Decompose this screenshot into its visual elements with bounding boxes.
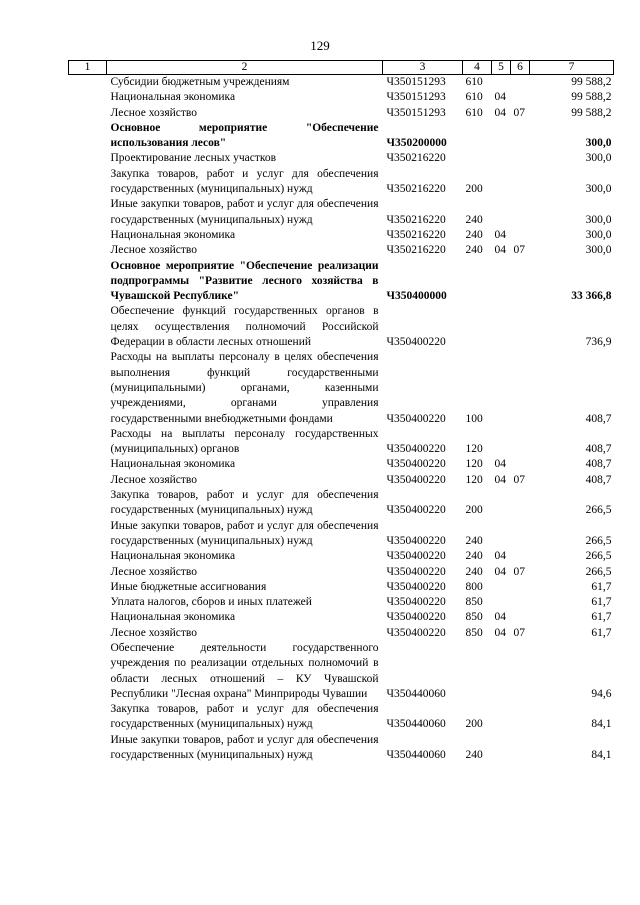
expense-name: Национальная экономика <box>110 228 236 241</box>
table-row <box>69 106 614 121</box>
table-row <box>69 75 614 91</box>
section-code: 04 <box>494 458 506 471</box>
amount: 408,7 <box>585 412 612 425</box>
target-article-code: Ч350440060 <box>386 718 446 731</box>
table-row <box>69 350 614 426</box>
expense-type-code: 100 <box>465 412 483 425</box>
expense-type-code: 120 <box>465 443 483 456</box>
target-article-code: Ч350400220 <box>386 443 446 456</box>
column-header-3: 3 <box>383 61 463 75</box>
amount: 99 588,2 <box>571 106 612 119</box>
column-header-5: 5 <box>492 61 511 75</box>
amount: 408,7 <box>585 473 612 486</box>
target-article-code: Ч350151293 <box>386 106 446 119</box>
subsection-code: 07 <box>513 626 525 639</box>
table-row <box>69 519 614 550</box>
table-row <box>69 167 614 198</box>
subsection-code: 07 <box>513 244 525 257</box>
table-row <box>69 228 614 243</box>
expense-type-code: 240 <box>465 749 483 762</box>
expense-type-code: 850 <box>465 596 483 609</box>
expense-name: Иные закупки товаров, работ и услуг для обеспечения государственных (муниципальных) нужд <box>110 198 379 226</box>
table-cell-col1 <box>69 580 107 595</box>
section-code: 04 <box>494 565 506 578</box>
table-cell-col1 <box>69 151 107 166</box>
section-code <box>492 304 511 350</box>
expense-name: Национальная экономика <box>110 91 236 104</box>
table-cell-col1 <box>69 304 107 350</box>
amount: 266,5 <box>585 550 612 563</box>
subsection-code <box>511 350 530 426</box>
subsection-code <box>511 75 530 91</box>
subsection-code <box>511 228 530 243</box>
subsection-code <box>511 167 530 198</box>
table-row <box>69 626 614 641</box>
expense-type-code: 610 <box>465 76 483 88</box>
column-header-7: 7 <box>530 61 614 75</box>
target-article-code: Ч350216220 <box>386 244 446 257</box>
table-cell-col1 <box>69 75 107 91</box>
table-row <box>69 151 614 166</box>
section-code <box>492 580 511 595</box>
amount: 266,5 <box>585 565 612 578</box>
target-article-code: Ч350151293 <box>386 91 446 104</box>
table-row <box>69 488 614 519</box>
table-cell-col1 <box>69 565 107 580</box>
page-number: 129 <box>310 38 330 53</box>
target-article-code: Ч350400220 <box>386 473 446 486</box>
table-cell-col1 <box>69 457 107 472</box>
amount: 736,9 <box>585 336 612 349</box>
section-code: 04 <box>494 473 506 486</box>
expense-type-code: 240 <box>465 228 483 241</box>
table-cell-col1 <box>69 610 107 625</box>
expense-type-code <box>463 259 492 305</box>
table-cell-col1 <box>69 259 107 305</box>
section-code <box>492 121 511 152</box>
expense-type-code <box>463 151 492 166</box>
table-cell-col1 <box>69 702 107 733</box>
section-code <box>492 702 511 733</box>
table-cell-col1 <box>69 350 107 426</box>
table-row <box>69 243 614 258</box>
target-article-code: Ч350400220 <box>386 412 446 425</box>
section-code: 04 <box>494 550 506 563</box>
expense-name: Основное мероприятие "Обеспечение использования лесов" <box>110 121 379 150</box>
expense-name: Лесное хозяйство <box>110 626 198 639</box>
expense-type-code: 240 <box>465 534 483 547</box>
section-code: 04 <box>494 228 506 241</box>
subsection-code <box>511 427 530 458</box>
subsection-code <box>511 304 530 350</box>
amount: 408,7 <box>585 458 612 471</box>
table-row <box>69 565 614 580</box>
table-cell-col1 <box>69 473 107 488</box>
table-cell-col1 <box>69 519 107 550</box>
expense-name: Расходы на выплаты персоналу государственных (муниципальных) органов <box>110 427 379 456</box>
column-header-4: 4 <box>463 61 492 75</box>
table-cell-col1 <box>69 626 107 641</box>
subsection-code <box>511 197 530 228</box>
subsection-code <box>511 610 530 625</box>
table-row <box>69 304 614 350</box>
expense-name: Иные закупки товаров, работ и услуг для обеспечения государственных (муниципальных) нужд <box>110 733 379 762</box>
table-cell-col1 <box>69 90 107 105</box>
section-code <box>492 197 511 228</box>
expense-name: Закупка товаров, работ и услуг для обеспечения государственных (муниципальных) нужд <box>110 167 379 196</box>
table-body <box>69 75 614 764</box>
expense-name: Проектирование лесных участков <box>110 152 277 165</box>
table-header-row <box>69 61 614 75</box>
subsection-code <box>511 641 530 702</box>
amount: 84,1 <box>591 718 612 731</box>
table-cell-col1 <box>69 549 107 564</box>
target-article-code: Ч350440060 <box>386 749 446 762</box>
section-code <box>492 350 511 426</box>
subsection-code <box>511 259 530 305</box>
amount: 300,0 <box>585 183 612 196</box>
expense-type-code <box>463 121 492 152</box>
expense-name: Лесное хозяйство <box>110 565 198 578</box>
subsection-code <box>511 733 530 764</box>
expense-type-code: 240 <box>465 244 483 257</box>
expense-type-code <box>463 641 492 702</box>
table-cell-col1 <box>69 595 107 610</box>
expense-name: Закупка товаров, работ и услуг для обеспечения государственных (муниципальных) нужд <box>110 703 379 731</box>
subsection-code: 07 <box>513 473 525 486</box>
target-article-code: Ч350400220 <box>386 611 446 624</box>
table-row <box>69 259 614 305</box>
expense-name: Иные закупки товаров, работ и услуг для обеспечения государственных (муниципальных) нужд <box>110 519 379 547</box>
amount: 61,7 <box>591 596 612 609</box>
table-cell-col1 <box>69 733 107 764</box>
expense-type-code: 200 <box>465 504 483 517</box>
expense-name: Лесное хозяйство <box>110 244 198 257</box>
target-article-code: Ч350400220 <box>386 565 446 578</box>
expense-name: Иные бюджетные ассигнования <box>110 580 267 593</box>
table-row <box>69 702 614 733</box>
table-row <box>69 549 614 564</box>
section-code <box>492 259 511 305</box>
amount: 300,0 <box>585 137 612 150</box>
section-code: 04 <box>494 106 506 119</box>
section-code <box>492 488 511 519</box>
section-code: 04 <box>494 91 506 104</box>
subsection-code <box>511 580 530 595</box>
target-article-code: Ч350151293 <box>386 76 446 88</box>
subsection-code <box>511 595 530 610</box>
expense-name: Национальная экономика <box>110 550 236 563</box>
expense-type-code: 120 <box>465 458 483 471</box>
expense-name: Закупка товаров, работ и услуг для обеспечения государственных (муниципальных) нужд <box>110 489 379 517</box>
expense-type-code: 800 <box>465 580 483 593</box>
expense-name: Национальная экономика <box>110 458 236 471</box>
expense-type-code: 240 <box>465 550 483 563</box>
expense-name: Расходы на выплаты персоналу в целях обеспечения выполнения функций государственными (муниципальными) органами, казенными учреждениями, органами управления государственными внебюджетными фондами <box>110 351 379 425</box>
target-article-code: Ч350400220 <box>386 596 446 609</box>
target-article-code: Ч350440060 <box>386 687 446 700</box>
table-cell-col1 <box>69 228 107 243</box>
table-cell-col1 <box>69 167 107 198</box>
amount: 33 366,8 <box>571 290 612 303</box>
subsection-code <box>511 151 530 166</box>
expense-type-code: 610 <box>465 91 483 104</box>
table-row <box>69 733 614 764</box>
target-article-code: Ч350400220 <box>386 580 446 593</box>
amount: 408,7 <box>585 443 612 456</box>
target-article-code: Ч350200000 <box>386 137 447 150</box>
expense-name: Национальная экономика <box>110 611 236 624</box>
amount: 99 588,2 <box>571 91 612 104</box>
expense-type-code: 850 <box>465 626 483 639</box>
table-row <box>69 473 614 488</box>
expense-name: Лесное хозяйство <box>110 106 198 119</box>
target-article-code: Ч350216220 <box>386 183 446 196</box>
target-article-code: Ч350400220 <box>386 458 446 471</box>
table-cell-col1 <box>69 488 107 519</box>
table-cell-col1 <box>69 106 107 121</box>
target-article-code: Ч350400220 <box>386 534 446 547</box>
table-cell-col1 <box>69 121 107 152</box>
amount: 300,0 <box>585 152 612 165</box>
expense-type-code: 240 <box>465 565 483 578</box>
target-article-code: Ч350400220 <box>386 504 446 517</box>
expense-type-code: 240 <box>465 213 483 226</box>
table-row <box>69 197 614 228</box>
table-row <box>69 610 614 625</box>
expense-name: Лесное хозяйство <box>110 473 198 486</box>
amount: 61,7 <box>591 611 612 624</box>
amount: 61,7 <box>591 626 612 639</box>
table-cell-col1 <box>69 243 107 258</box>
expense-type-code: 610 <box>465 106 483 119</box>
expense-type-code: 120 <box>465 473 483 486</box>
target-article-code: Ч350400220 <box>386 550 446 563</box>
amount: 266,5 <box>585 534 612 547</box>
expense-name: Обеспечение деятельности государственного учреждения по реализации отдельных полномочий в области лесных отношений – КУ Чувашской Республики "Лесная охрана" Минприроды Чувашии <box>110 641 379 700</box>
target-article-code: Ч350216220 <box>386 228 446 241</box>
subsection-code: 07 <box>513 106 525 119</box>
expense-type-code: 850 <box>465 611 483 624</box>
amount: 94,6 <box>591 687 612 700</box>
target-article-code: Ч350400220 <box>386 626 446 639</box>
column-header-1: 1 <box>69 61 107 75</box>
expense-type-code: 200 <box>465 183 483 196</box>
section-code <box>492 151 511 166</box>
table-cell-col1 <box>69 641 107 702</box>
expense-name: Субсидии бюджетным учреждениям <box>110 76 290 88</box>
table-row <box>69 121 614 152</box>
section-code <box>492 641 511 702</box>
target-article-code: Ч350400220 <box>386 336 446 349</box>
expense-type-code <box>463 304 492 350</box>
expense-name: Уплата налогов, сборов и иных платежей <box>110 596 312 609</box>
table-cell-col1 <box>69 427 107 458</box>
subsection-code <box>511 702 530 733</box>
expense-name: Обеспечение функций государственных органов в целях осуществления полномочий Российской Федерации в области лесных отношений <box>110 305 379 349</box>
subsection-code <box>511 488 530 519</box>
amount: 61,7 <box>591 580 612 593</box>
subsection-code <box>511 549 530 564</box>
section-code: 04 <box>494 611 506 624</box>
target-article-code: Ч350216220 <box>386 213 446 226</box>
table-row <box>69 427 614 458</box>
amount: 84,1 <box>591 749 612 762</box>
amount: 300,0 <box>585 228 612 241</box>
table-row <box>69 90 614 105</box>
section-code <box>492 75 511 91</box>
table-row <box>69 641 614 702</box>
amount: 300,0 <box>585 213 612 226</box>
table-row <box>69 580 614 595</box>
section-code: 04 <box>494 626 506 639</box>
section-code <box>492 427 511 458</box>
amount: 99 588,2 <box>571 76 612 88</box>
subsection-code <box>511 90 530 105</box>
column-header-2: 2 <box>107 61 383 75</box>
subsection-code <box>511 121 530 152</box>
amount: 266,5 <box>585 504 612 517</box>
section-code <box>492 733 511 764</box>
section-code <box>492 595 511 610</box>
table-row <box>69 457 614 472</box>
subsection-code: 07 <box>513 565 525 578</box>
column-header-6: 6 <box>511 61 530 75</box>
table-cell-col1 <box>69 197 107 228</box>
subsection-code <box>511 519 530 550</box>
section-code: 04 <box>494 244 506 257</box>
target-article-code: Ч350400000 <box>386 290 447 303</box>
budget-table <box>68 60 614 763</box>
section-code <box>492 167 511 198</box>
expense-type-code: 200 <box>465 718 483 731</box>
table-row <box>69 595 614 610</box>
target-article-code: Ч350216220 <box>386 152 446 165</box>
subsection-code <box>511 457 530 472</box>
amount: 300,0 <box>585 244 612 257</box>
expense-name: Основное мероприятие "Обеспечение реализации подпрограммы "Развитие лесного хозяйства в Чувашской Республике" <box>110 259 379 303</box>
section-code <box>492 519 511 550</box>
